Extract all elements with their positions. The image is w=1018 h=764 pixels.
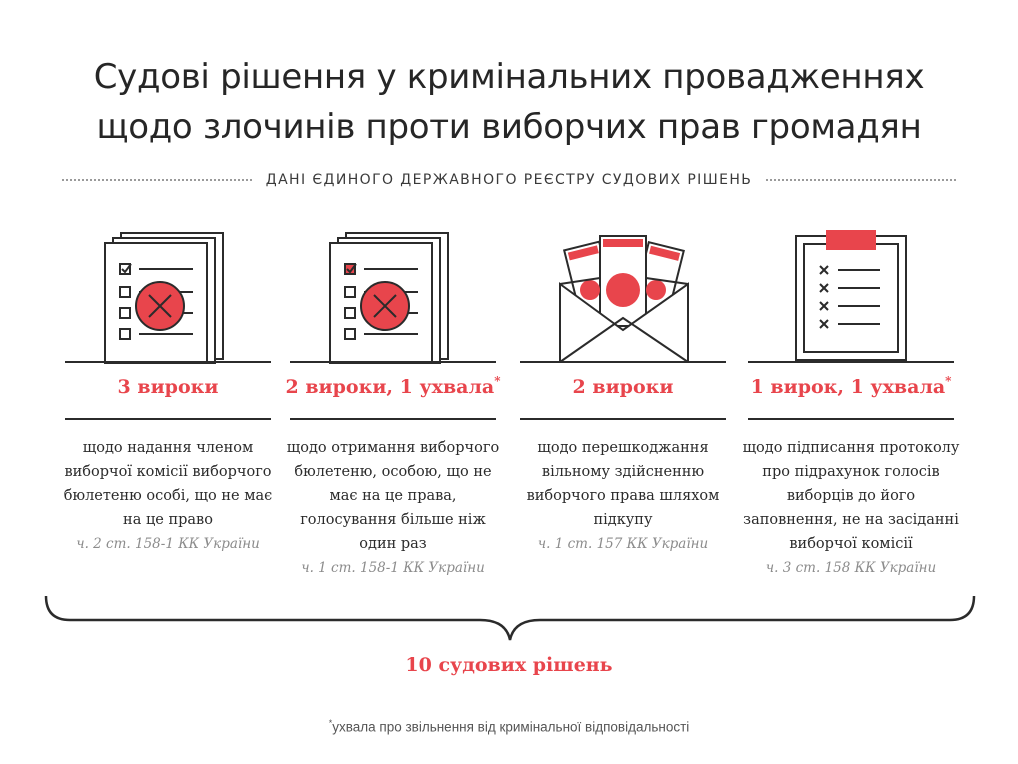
law-reference: ч. 3 ст. 158 КК України <box>765 560 937 576</box>
rule-bottom <box>65 418 271 420</box>
law-reference: ч. 1 ст. 157 КК України <box>537 536 709 552</box>
description-text: щодо отримання виборчого бюлетеню, особою, що не має на це права, голосування більше ніж один раз <box>286 440 500 552</box>
title-line-2: щодо злочинів проти виборчих прав громадян <box>96 107 922 147</box>
rule-top <box>520 361 726 363</box>
description-block <box>514 436 732 556</box>
dotted-divider-left <box>62 179 252 181</box>
count-label: 2 вироки, 1 ухвала* <box>285 374 501 398</box>
dotted-divider-right <box>766 179 956 181</box>
description-block <box>284 436 502 580</box>
footnote <box>0 718 1018 735</box>
footnote-mark: * <box>328 718 333 728</box>
description-text: щодо перешкоджання вільному здійсненню виборчого права шляхом підкупу <box>526 440 720 528</box>
rule-bottom <box>520 418 726 420</box>
description-block <box>742 436 960 580</box>
money-envelope-icon <box>520 228 726 364</box>
column-2 <box>285 228 501 576</box>
count-label: 1 вирок, 1 ухвала* <box>750 374 952 398</box>
rule-top <box>290 361 496 363</box>
column-3 <box>520 228 726 552</box>
rule-top <box>65 361 271 363</box>
description-text: щодо надання членом виборчої комісії виборчого бюлетеню особі, що не має на це право <box>63 440 273 528</box>
title-line-1: Судові рішення у кримінальних провадженнях <box>93 57 925 97</box>
law-reference: ч. 2 ст. 158-1 КК України <box>76 536 260 552</box>
footnote-asterisk: * <box>494 374 501 388</box>
source-label: ДАНІ ЄДИНОГО ДЕРЖАВНОГО РЕЄСТРУ СУДОВИХ РІШЕНЬ <box>265 172 753 188</box>
rule-top <box>748 361 954 363</box>
law-reference: ч. 1 ст. 158-1 КК України <box>301 560 485 576</box>
footnote-text: ухвала про звільнення від кримінальної відповідальності <box>332 719 690 735</box>
total-label: 10 судових рішень <box>405 654 613 676</box>
ballot-papers-red-cross-icon <box>65 228 271 364</box>
curly-brace <box>40 594 980 644</box>
source-row <box>62 170 956 190</box>
clipboard-protocol-icon <box>748 228 954 364</box>
count-label: 3 вироки <box>117 376 219 398</box>
ballot-papers-red-check-icon <box>290 228 496 364</box>
description-block <box>59 436 277 556</box>
column-1 <box>63 228 273 552</box>
description-text: щодо підписання протоколу про підрахунок голосів виборців до його заповнення, не на засіданні виборчої комісії <box>742 440 960 552</box>
rule-bottom <box>290 418 496 420</box>
footnote-asterisk: * <box>945 374 952 388</box>
column-4 <box>742 228 960 576</box>
page-title <box>0 52 1018 152</box>
rule-bottom <box>748 418 954 420</box>
count-label: 2 вироки <box>572 376 674 398</box>
